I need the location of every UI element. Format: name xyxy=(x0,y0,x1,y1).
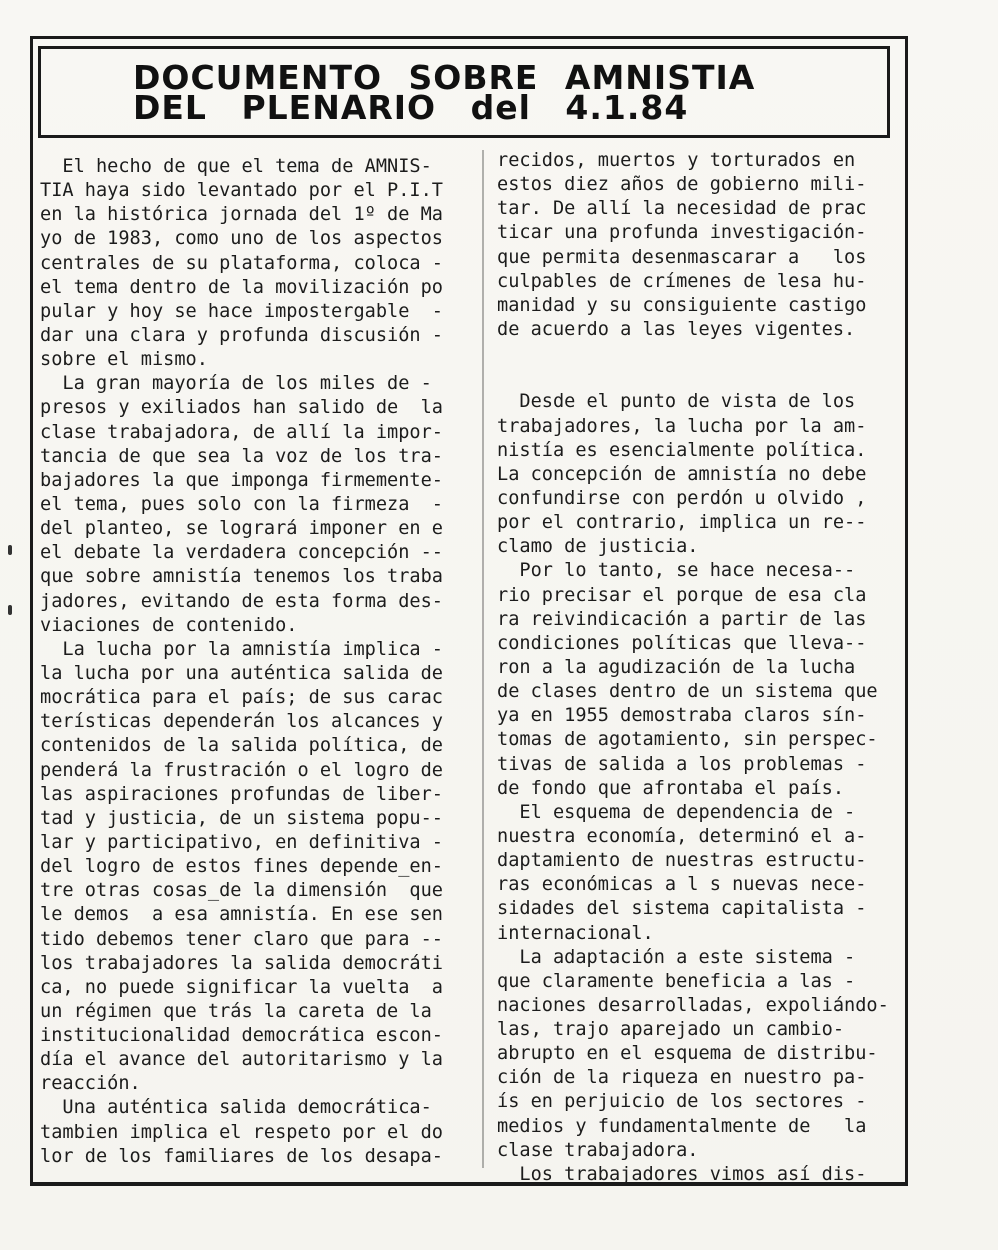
text-line: que sobre amnistía tenemos los traba xyxy=(40,566,443,588)
text-line: el tema, pues solo con la firmeza - xyxy=(40,493,443,515)
text-line: de clases dentro de un sistema que xyxy=(497,681,878,703)
text-line: La lucha por la amnistía implica - xyxy=(40,638,443,660)
text-line: El esquema de dependencia de - xyxy=(497,801,856,823)
text-line: La gran mayoría de los miles de - xyxy=(40,373,432,395)
text-line: bajadores la que imponga firmemente- xyxy=(40,469,443,491)
text-line: nistía es esencialmente política. xyxy=(497,439,867,461)
text-line: de fondo que afrontaba el país. xyxy=(497,777,845,799)
text-line: mocrática para el país; de sus carac xyxy=(40,687,443,709)
text-line: dar una clara y profunda discusión - xyxy=(40,324,443,346)
column-divider xyxy=(482,150,484,1168)
text-line: ras económicas a l s nuevas nece- xyxy=(497,874,867,896)
text-line: por el contrario, implica un re-- xyxy=(497,512,867,534)
text-line: rio precisar el porque de esa cla xyxy=(497,584,867,606)
text-line: tomas de agotamiento, sin perspec- xyxy=(497,729,878,751)
text-line: pular y hoy se hace impostergable - xyxy=(40,300,443,322)
text-line: la lucha por una auténtica salida de xyxy=(40,662,443,684)
text-line: sobre el mismo. xyxy=(40,349,208,371)
text-line: trabajadores, la lucha por la am- xyxy=(497,415,867,437)
edge-mark xyxy=(8,545,12,555)
text-line: ción de la riqueza en nuestro pa- xyxy=(497,1067,867,1089)
text-line: terísticas dependerán los alcances y xyxy=(40,711,443,733)
text-line: clamo de justicia. xyxy=(497,536,699,558)
text-line: yo de 1983, como uno de los aspectos xyxy=(40,228,443,250)
text-line: manidad y su consiguiente castigo xyxy=(497,294,867,316)
text-line xyxy=(497,366,897,390)
text-line: estos diez años de gobierno mili- xyxy=(497,174,867,196)
text-line: que claramente beneficia a las - xyxy=(497,970,856,992)
text-line: sidades del sistema capitalista - xyxy=(497,898,867,920)
text-line: contenidos de la salida política, de xyxy=(40,735,443,757)
text-line: ya en 1955 demostraba claros sín- xyxy=(497,705,867,727)
text-line: ron a la agudización de la lucha xyxy=(497,656,856,678)
text-line: el debate la verdadera concepción -- xyxy=(40,542,443,564)
text-line: los trabajadores la salida democráti xyxy=(40,952,443,974)
text-line: le demos a esa amnistía. En ese sen xyxy=(40,904,443,926)
text-line: las aspiraciones profundas de liber- xyxy=(40,783,443,805)
text-line: Por lo tanto, se hace necesa-- xyxy=(497,560,856,582)
text-line: Los trabajadores vimos así dis- xyxy=(497,1163,867,1185)
text-line: jadores, evitando de esta forma des- xyxy=(40,590,443,612)
edge-mark xyxy=(8,605,12,615)
text-line: tambien implica el respeto por el do xyxy=(40,1121,443,1143)
text-line: un régimen que trás la careta de la xyxy=(40,1000,432,1022)
text-line: que permita desenmascarar a los xyxy=(497,246,867,268)
text-line: tad y justicia, de un sistema popu-- xyxy=(40,807,443,829)
text-line: recidos, muertos y torturados en xyxy=(497,150,856,171)
text-line: tre otras cosas_de la dimensión que xyxy=(40,880,443,902)
text-line: naciones desarrolladas, expoliándo- xyxy=(497,994,889,1016)
title-line-2: DEL PLENARIO del 4.1.84 xyxy=(133,88,689,127)
text-line: internacional. xyxy=(497,922,654,944)
text-line: lor de los familiares de los desapa- xyxy=(40,1145,443,1167)
text-line: tancia de que sea la voz de los tra- xyxy=(40,445,443,467)
text-line: El hecho de que el tema de AMNIS- xyxy=(40,156,432,177)
text-line: tido debemos tener claro que para -- xyxy=(40,928,443,950)
text-line: ra reivindicación a partir de las xyxy=(497,608,867,630)
text-line: TIA haya sido levantado por el P.I.T xyxy=(40,180,443,202)
text-line: La concepción de amnistía no debe xyxy=(497,463,867,485)
right-column-text xyxy=(497,149,897,1187)
text-line: clase trabajadora, de allí la impor- xyxy=(40,421,443,443)
text-line: medios y fundamentalmente de la xyxy=(497,1115,867,1137)
text-line: del logro de estos fines depende_en- xyxy=(40,856,443,878)
title-line-1: DOCUMENTO SOBRE AMNISTIA xyxy=(133,58,756,97)
text-line: confundirse con perdón u olvido , xyxy=(497,487,867,509)
left-column-text xyxy=(40,155,472,1169)
text-line: Una auténtica salida democrática- xyxy=(40,1097,432,1119)
text-line: reacción. xyxy=(40,1073,141,1095)
text-line: ca, no puede significar la vuelta a xyxy=(40,976,443,998)
text-line xyxy=(497,342,897,366)
text-line: el tema dentro de la movilización po xyxy=(40,276,443,298)
text-line: día el avance del autoritarismo y la xyxy=(40,1049,443,1071)
text-line: La adaptación a este sistema - xyxy=(497,946,856,968)
text-line: las, trajo aparejado un cambio- xyxy=(497,1019,845,1041)
text-line: clase trabajadora. xyxy=(497,1139,699,1161)
text-line: abrupto en el esquema de distribu- xyxy=(497,1043,878,1065)
text-line: culpables de crímenes de lesa hu- xyxy=(497,270,867,292)
text-line: centrales de su plataforma, coloca - xyxy=(40,252,443,274)
text-line: ticar una profunda investigación- xyxy=(497,222,867,244)
text-line: lar y participativo, en definitiva - xyxy=(40,831,443,853)
text-line: Desde el punto de vista de los xyxy=(497,391,856,413)
text-line: daptamiento de nuestras estructu- xyxy=(497,850,867,872)
title-box xyxy=(38,46,890,138)
text-line: viaciones de contenido. xyxy=(40,614,298,636)
text-line: presos y exiliados han salido de la xyxy=(40,397,443,419)
text-line: institucionalidad democrática escon- xyxy=(40,1025,443,1047)
text-line: nuestra economía, determinó el a- xyxy=(497,825,867,847)
text-line: condiciones políticas que lleva-- xyxy=(497,632,867,654)
text-line: en la histórica jornada del 1º de Ma xyxy=(40,204,443,226)
text-line: ís en perjuicio de los sectores - xyxy=(497,1091,867,1113)
text-line: del planteo, se logrará imponer en e xyxy=(40,518,443,540)
text-line: penderá la frustración o el logro de xyxy=(40,759,443,781)
text-line: tar. De allí la necesidad de prac xyxy=(497,198,867,220)
text-line: tivas de salida a los problemas - xyxy=(497,753,867,775)
text-line: de acuerdo a las leyes vigentes. xyxy=(497,318,856,340)
